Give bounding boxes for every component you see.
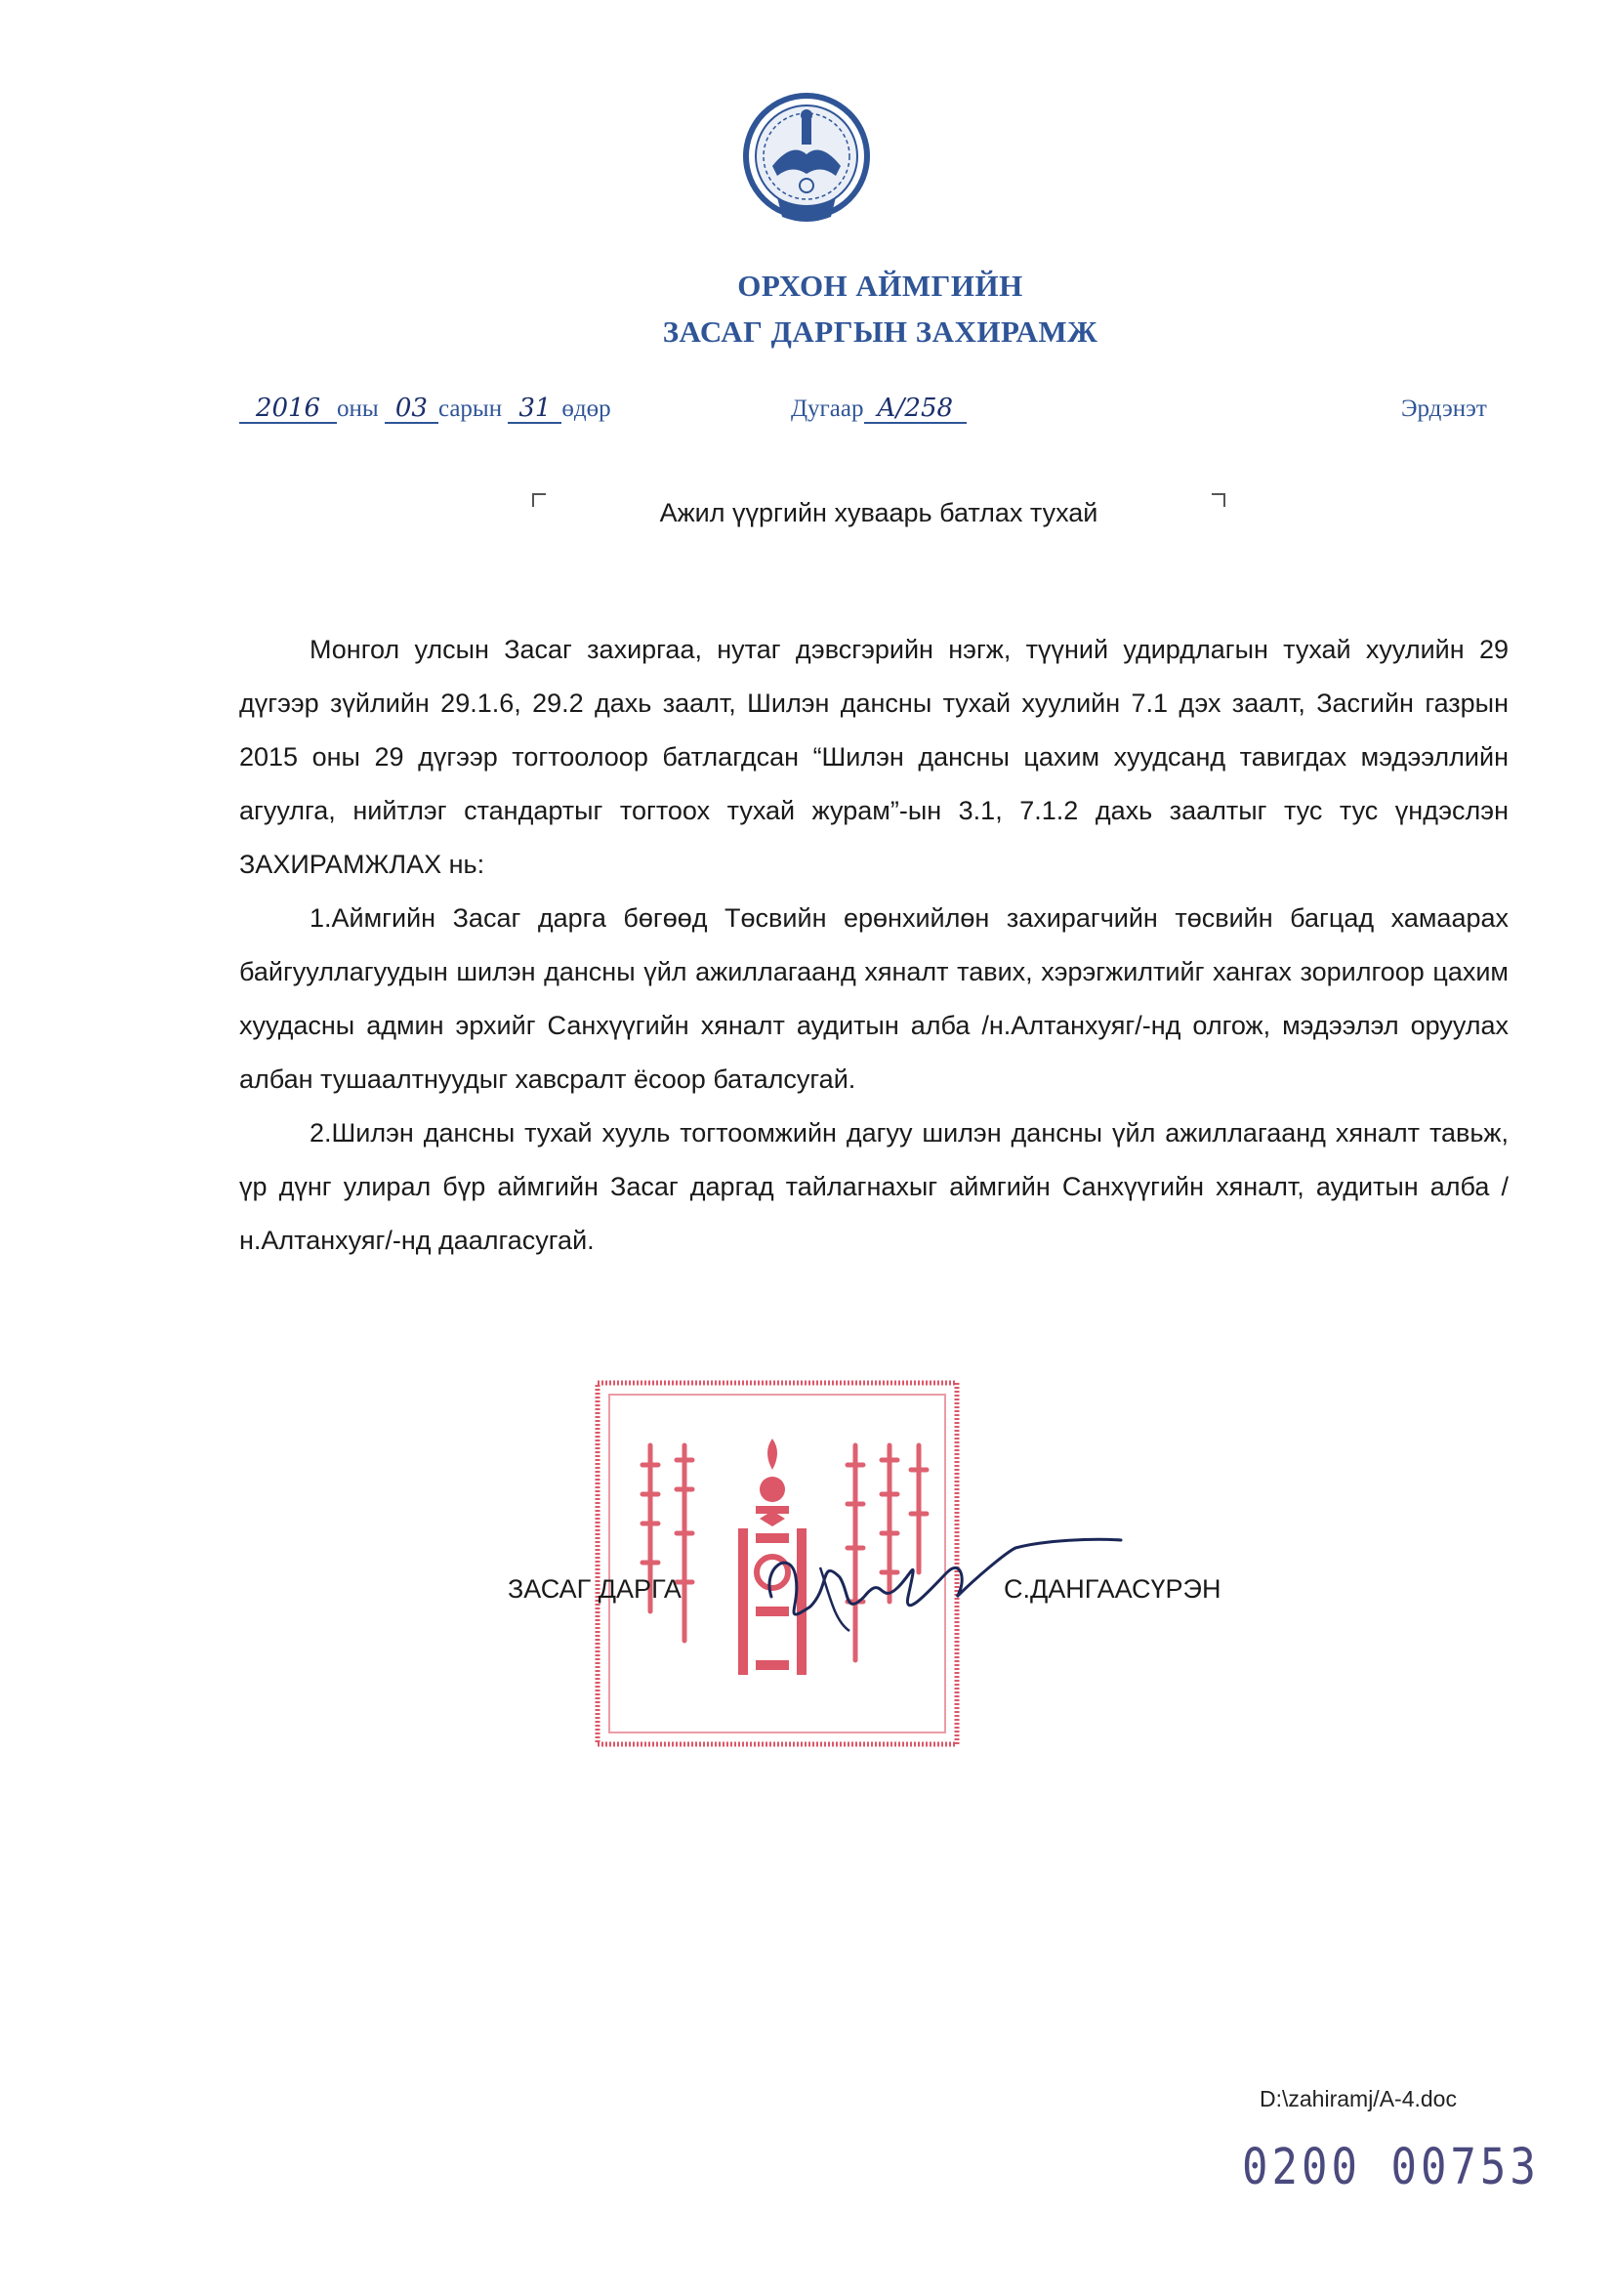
date-year: 2016 <box>239 396 337 424</box>
signatory-name: С.ДАНГААСҮРЭН <box>1004 1574 1221 1604</box>
month-suffix: сарын <box>437 396 503 422</box>
document-body <box>239 623 1509 1268</box>
state-emblem-icon <box>733 88 880 234</box>
document-date <box>239 396 611 424</box>
year-suffix: оны <box>337 396 379 422</box>
file-path-label: D:\zahiramj/A-4.doc <box>1260 2086 1457 2111</box>
date-day: 31 <box>508 396 561 424</box>
org-name: ОРХОН АЙМГИЙН <box>737 269 1023 303</box>
city-name: Эрдэнэт <box>1401 396 1487 422</box>
body-paragraph-item-1: 1.Аймгийн Засаг дарга бөгөөд Төсвийн ерөнхийлөн захирагчийн төсвийн багцад хамаарах байгууллагуудын шилэн дансны үйл ажиллагаанд хяналт тавих, хэрэгжилтийг хангах зорилгоор цахим хуудасны админ эрхийг Санхүүгийн хяналт аудитын алба /н.Алтанхуяг/-нд олгож, мэдээлэл оруулах албан тушаалтнуудыг хавсралт ёсоор баталсугай. <box>239 903 1509 1094</box>
date-month: 03 <box>385 396 438 424</box>
document-subject: Ажил үүргийн хуваарь батлах тухай <box>659 498 1098 527</box>
day-suffix: өдөр <box>561 396 611 422</box>
body-paragraph-item-2: 2.Шилэн дансны тухай хууль тогтоомжийн дагуу шилэн дансны үйл ажиллагаанд хяналт тавьж, үр дүнг улирал бүр аймгийн Засаг даргад тайлагнахыг аймгийн Санхүүгийн хяналт, аудитын алба / н.Алтанхуяг/-нд даалгасугай. <box>239 1118 1509 1255</box>
serial-number: 0200 00753 <box>1242 2139 1540 2196</box>
subject-block <box>532 493 1225 532</box>
document-type: ЗАСАГ ДАРГЫН ЗАХИРАМЖ <box>662 314 1098 349</box>
document-number <box>791 396 967 424</box>
body-paragraph-preamble: Монгол улсын Засаг захиргаа, нутаг дэвсгэрийн нэгж, түүний удирдлагын тухай хуулийн 29 дүгээр зүйлийн 29.1.6, 29.2 дахь заалт, Шилэн дансны тухай хуулийн 7.1 дэх заалт, Засгийн газрын 2015 оны 29 дүгээр тогтоолоор батлагдсан “Шилэн дансны цахим хуудсанд тавигдах мэдээллийн агуулга, нийтлэг стандартыг тогтоох тухай журам”-ын 3.1, 7.1.2 дахь заалтыг тус тус үндэслэн ЗАХИРАМЖЛАХ нь: <box>239 635 1509 879</box>
number-label: Дугаар <box>791 396 864 422</box>
signatory-title: ЗАСАГ ДАРГА <box>508 1574 682 1604</box>
number-value: А/258 <box>864 396 967 424</box>
